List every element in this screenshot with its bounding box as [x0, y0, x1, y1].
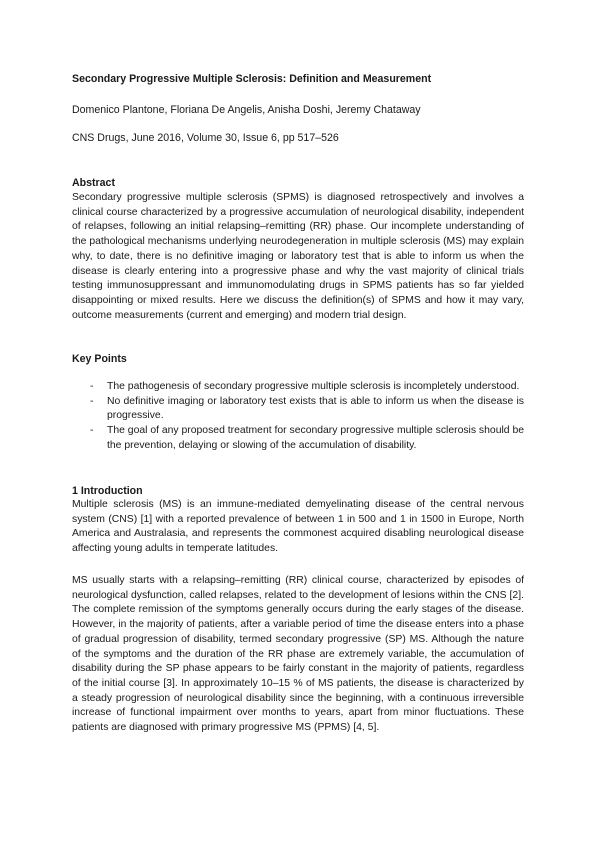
intro-paragraph-1: Multiple sclerosis (MS) is an immune-mediated demyelinating disease of the central nervous system (CNS) [1] with a reported prevalence of between 1 in 500 and 1 in 1500 in Europe, North America and Australasia, and represents the commonest acquired disabling neurological disease affecting young adults in temperate latitudes. — [72, 499, 524, 555]
list-item — [72, 395, 524, 424]
section-heading-introduction: 1 Introduction — [72, 485, 143, 497]
intro-paragraph-2: MS usually starts with a relapsing–remitting (RR) clinical course, characterized by episodes of neurological dysfunction, called relapses, related to the development of lesions within the CNS [2]. The complete remission of the symptoms generally occurs during the early stages of the disease. However, in the majority of patients, after a variable period of time the disease enters into a phase of gradual progression of disability, termed secondary progressive (SP) MS. Although the nature of the symptoms and the duration of the RR phase are extremely variable, the accumulation of disability during the SP phase appears to be fairly constant in the majority of patients, regardless of the initial course [3]. In approximately 10–15 % of MS patients, the disease is characterized by a steady progression of neurological disability since the beginning, with a continuous irreversible increase of functional impairment over months to years, apart from minor fluctuations. These patients are diagnosed with primary progressive MS (PPMS) [4, 5]. — [72, 575, 524, 734]
paper-title: Secondary Progressive Multiple Sclerosis: Definition and Measurement — [72, 73, 432, 85]
key-point-text: No definitive imaging or laboratory test exists that is able to inform us when the disease is progressive. — [107, 395, 524, 422]
list-item — [72, 380, 524, 395]
bullet-dash: - — [90, 381, 94, 392]
list-item — [72, 424, 524, 453]
abstract-heading: Abstract — [72, 177, 115, 189]
key-points-heading: Key Points — [72, 353, 127, 365]
paper-authors: Domenico Plantone, Floriana De Angelis, Anisha Doshi, Jeremy Chataway — [72, 104, 421, 116]
key-points-list — [72, 380, 524, 454]
key-point-text: The goal of any proposed treatment for secondary progressive multiple sclerosis should be the prevention, delaying or slowing of the accumulation of disability. — [107, 425, 525, 451]
bullet-dash: - — [90, 395, 94, 407]
bullet-dash: - — [90, 425, 94, 437]
key-point-text: The pathogenesis of secondary progressive multiple sclerosis is incompletely understood. — [107, 381, 520, 392]
abstract-text: Secondary progressive multiple sclerosis (SPMS) is diagnosed retrospectively and involves a clinical course characterized by a progressive accumulation of neurological disability, independent of relapses, following an initial relapsing–remitting (RR) phase. Our incomplete understanding of the pathological mechanisms underlying neurodegeneration in multiple sclerosis (MS) may explain why, to date, there is no definitive imaging or laboratory test that is able to inform us when the disease is clearly entering into a progressive phase and why the vast majority of clinical trials testing immunosuppressant and immunomodulating drugs in SPMS patients has so far yielded disappointing or mixed results. Here we discuss the definition(s) of SPMS and how it may vary, outcome measurements (current and emerging) and modern trial design. — [72, 192, 524, 321]
paper-citation: CNS Drugs, June 2016, Volume 30, Issue 6, pp 517–526 — [72, 132, 339, 144]
